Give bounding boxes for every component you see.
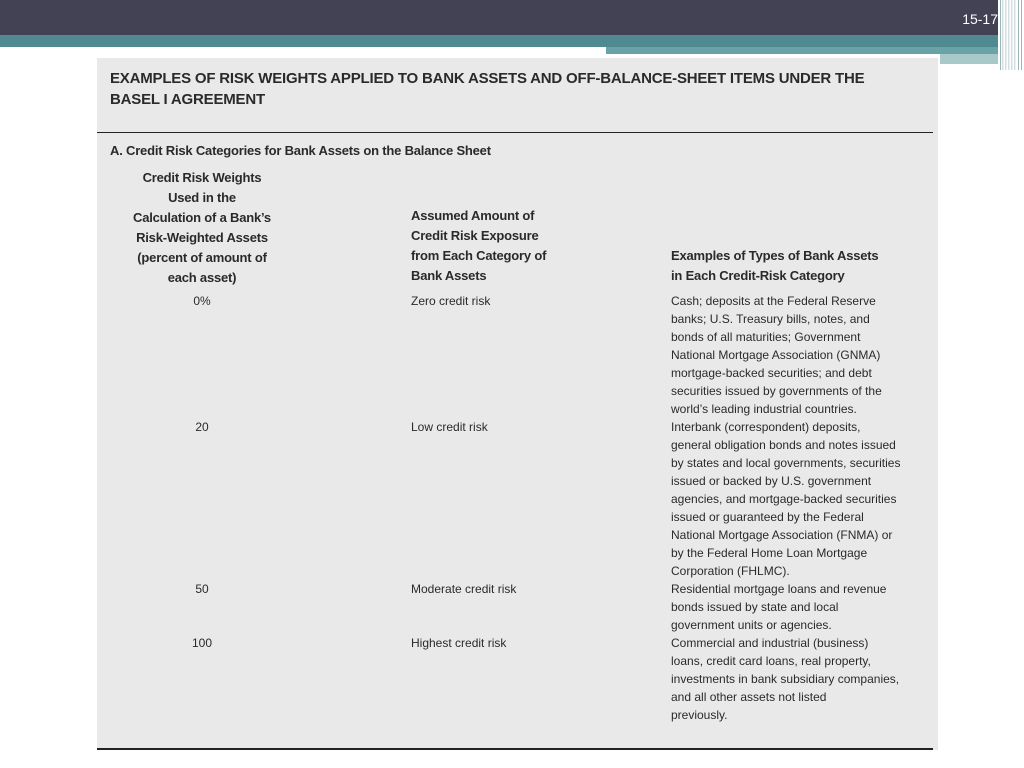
risk-level-cell: Zero credit risk [411,294,491,308]
title-line: EXAMPLES OF RISK WEIGHTS APPLIED TO BANK ASSETS AND OFF-BALANCE-SHEET ITEMS UNDER THE [110,70,865,87]
risk-weight-cell: 100 [191,636,213,650]
title-line: BASEL I AGREEMENT [110,91,265,108]
accent-band [0,35,1024,47]
column-header-exposure: Assumed Amount of Credit Risk Exposure from Each Category of Bank Assets [411,208,547,283]
accent-band-lighter [940,54,1000,64]
examples-cell: Cash; deposits at the Federal Reserve banks; U.S. Treasury bills, notes, and bonds of all maturities; Government National Mortgage Association (GNMA) mortgage-backed securities; and debt securities issued by governments of the world’s leading industrial countries. [671,294,882,416]
decorative-lines-inner [1002,0,1016,70]
risk-weight-cell: 20 [195,420,209,434]
divider [97,132,933,133]
column-header-weights: Credit Risk Weights Used in the Calculation of a Bank’s Risk-Weighted Assets (percent of amount of each asset) [133,170,271,285]
section-title: A. Credit Risk Categories for Bank Assets on the Balance Sheet [110,143,491,158]
risk-weight-cell: 50 [195,582,209,596]
risk-level-cell: Low credit risk [411,420,488,434]
column-header-examples: Examples of Types of Bank Assets in Each Credit-Risk Category [671,248,879,283]
slide-header-bar [0,0,1024,35]
examples-cell: Residential mortgage loans and revenue bonds issued by state and local government units or agencies. [671,582,887,632]
risk-level-cell: Moderate credit risk [411,582,517,596]
document-image [97,58,938,750]
divider [97,748,933,750]
risk-weight-cell: 0% [193,294,211,308]
accent-band-light [606,47,1024,54]
page-number: 15-17 [962,11,998,27]
examples-cell: Interbank (correspondent) deposits, general obligation bonds and notes issued by states and local governments, securities issued or backed by U.S. government agencies, and mortgage-backed securities issued or guaranteed by the Federal National Mortgage Association (FNMA) or by the Federal Home Loan Mortgage Corporation (FHLMC). [671,420,901,578]
examples-cell: Commercial and industrial (business) loans, credit card loans, real property, investments in bank subsidiary companies, and all other assets not listed previously. [671,636,900,722]
risk-level-cell: Highest credit risk [411,636,507,650]
document-title [110,68,910,110]
